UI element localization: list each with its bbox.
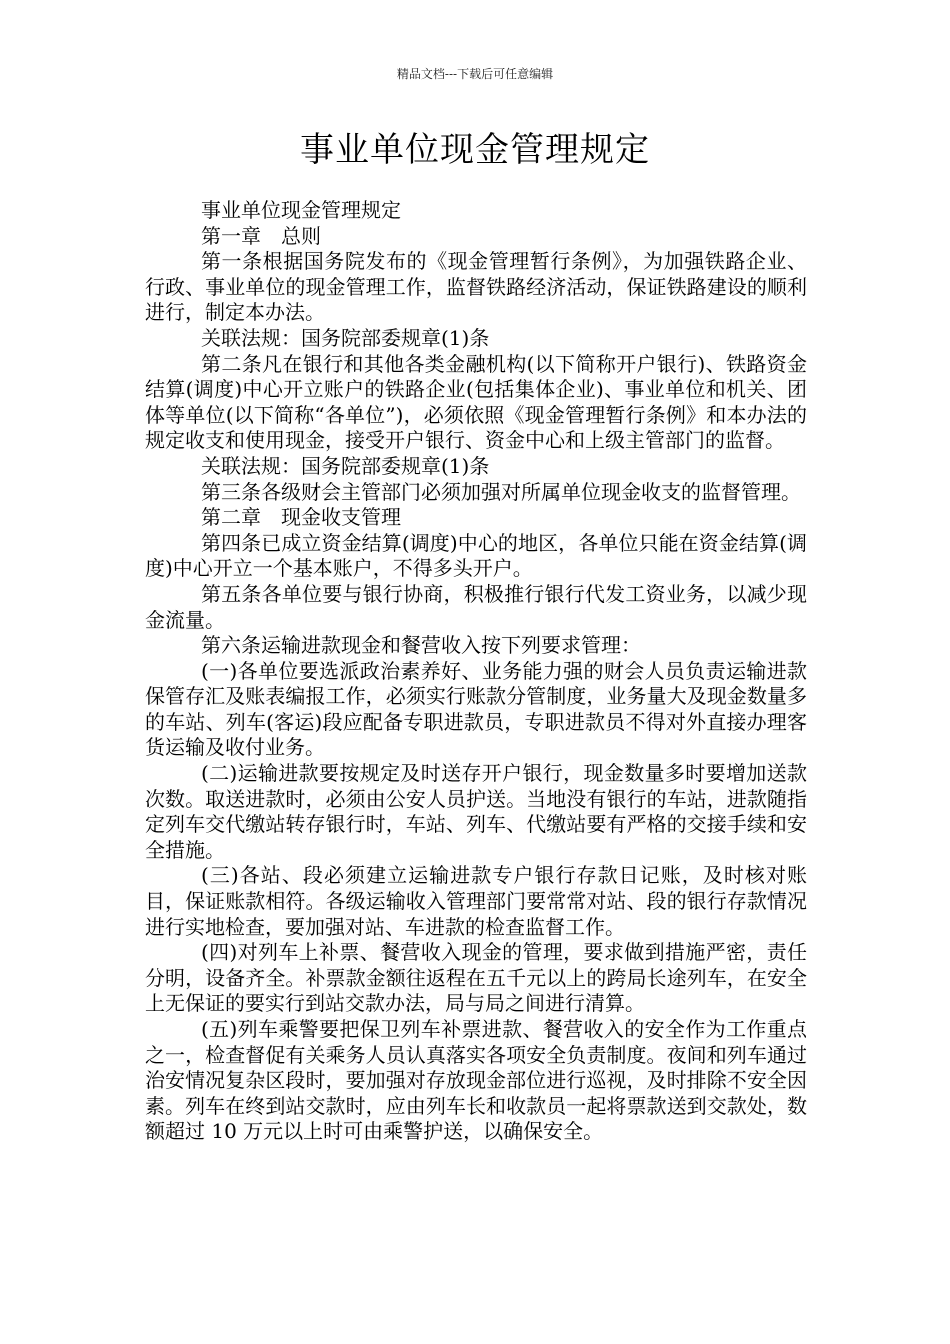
article-paragraph: 第六条运输进款现金和餐营收入按下列要求管理：: [201, 633, 641, 658]
document-body: [145, 198, 807, 1145]
clause-paragraph: (五)列车乘警要把保卫列车补票进款、餐营收入的安全作为工作重点之一，检查督促有关乘务人员认真落实各项安全负责制度。夜间和列车通过治安情况复杂区段时，要加强对存放现金部位进行巡视，及时排除不安全因素。列车在终到站交款时，应由列车长和收款员一起将票款送到交款处，数额超过 10 万元以上时可由乘警护送，以确保安全。: [145, 1017, 807, 1144]
chapter-heading: 第二章 现金收支管理: [201, 505, 401, 530]
document-title: 事业单位现金管理规定: [300, 130, 650, 170]
clause-paragraph: (二)运输进款要按规定及时送存开户银行，现金数量多时要增加送款次数。取送进款时，必须由公安人员护送。当地没有银行的车站，进款随指定列车交代缴站转存银行时，车站、列车、代缴站要有严格的交接手续和安全措施。: [145, 761, 807, 862]
clause-paragraph: (一)各单位要选派政治素养好、业务能力强的财会人员负责运输进款保管存汇及账表编报工作，必须实行账款分管制度，业务量大及现金数量多的车站、列车(客运)段应配备专职进款员，专职进款员不得对外直接办理客货运输及收付业务。: [145, 658, 807, 760]
page-header-note: 精品文档---下载后可任意编辑: [396, 67, 554, 81]
article-paragraph: 第二条凡在银行和其他各类金融机构(以下简称开户银行)、铁路资金结算(调度)中心开立账户的铁路企业(包括集体企业)、事业单位和机关、团体等单位(以下简称“各单位”)，必须依照《现金管理暂行条例》和本办法的规定收支和使用现金，接受开户银行、资金中心和上级主管部门的监督。: [145, 351, 807, 453]
chapter-heading: 第一章 总则: [201, 223, 321, 248]
paragraph-subtitle: 事业单位现金管理规定: [201, 198, 401, 222]
related-regulation-note: 关联法规：国务院部委规章(1)条: [201, 325, 490, 350]
article-paragraph: 第四条已成立资金结算(调度)中心的地区，各单位只能在资金结算(调度)中心开立一个基本账户，不得多头开户。: [145, 530, 807, 581]
article-paragraph: 第三条各级财会主管部门必须加强对所属单位现金收支的监督管理。: [201, 479, 801, 504]
article-paragraph: 第一条根据国务院发布的《现金管理暂行条例》，为加强铁路企业、行政、事业单位的现金管理工作，监督铁路经济活动，保证铁路建设的顺利进行，制定本办法。: [145, 249, 807, 325]
related-regulation-note: 关联法规：国务院部委规章(1)条: [201, 453, 490, 478]
clause-paragraph: (四)对列车上补票、餐营收入现金的管理，要求做到措施严密，责任分明，设备齐全。补票款金额往返程在五千元以上的跨局长途列车，在安全上无保证的要实行到站交款办法，局与局之间进行清算。: [145, 940, 807, 1016]
clause-paragraph: (三)各站、段必须建立运输进款专户银行存款日记账，及时核对账目，保证账款相符。各级运输收入管理部门要常常对站、段的银行存款情况进行实地检查，要加强对站、车进款的检查监督工作。: [145, 863, 807, 939]
article-paragraph: 第五条各单位要与银行协商，积极推行银行代发工资业务，以减少现金流量。: [145, 581, 807, 632]
